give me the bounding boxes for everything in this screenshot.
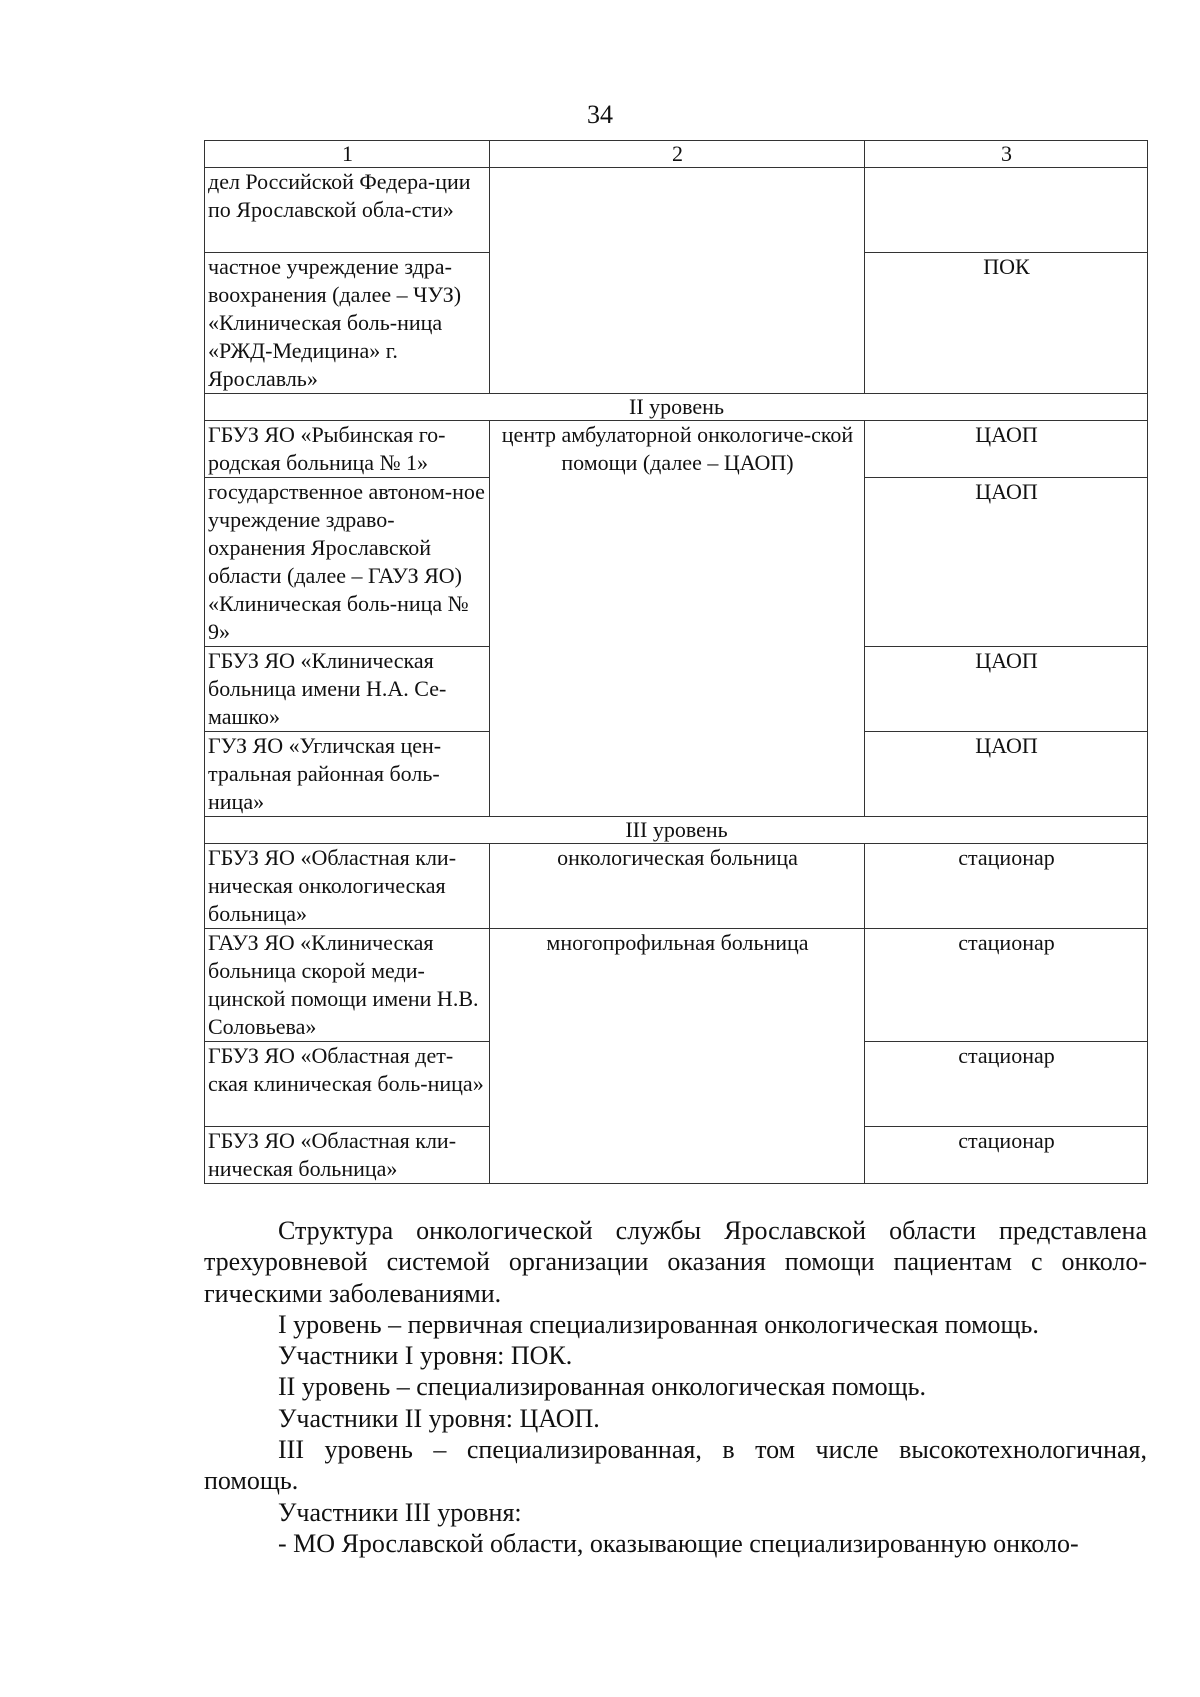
paragraph: Участники I уровня: ПОК.: [278, 1341, 573, 1371]
column-header-1: 1: [205, 141, 490, 168]
organization-cell: ГБУЗ ЯО «Клиническая больница имени Н.А. Се-машко»: [205, 647, 490, 732]
role-cell: стационар: [865, 1127, 1148, 1184]
paragraph: Структура онкологической службы Ярославской области представлена трехуровневой системой организации оказания помощи пациентам с онколо-гическими заболеваниями.: [204, 1216, 1147, 1308]
organization-cell: государственное автоном-ное учреждение здраво-охранения Ярославской области (далее – ГАУЗ ЯО) «Клиническая боль-ница № 9»: [205, 478, 490, 647]
role-cell: ЦАОП: [865, 421, 1148, 478]
organizations-table: [204, 140, 1148, 1184]
column-header-3: 3: [865, 141, 1148, 168]
paragraph: Участники II уровня: ЦАОП.: [278, 1403, 600, 1433]
page-number: 34: [587, 100, 613, 129]
paragraph: - МО Ярославской области, оказывающие специализированную онколо-: [278, 1528, 1079, 1558]
organization-cell: ГУЗ ЯО «Угличская цен-тральная районная боль-ница»: [205, 732, 490, 817]
level-2-heading: II уровень: [205, 394, 1148, 421]
table-row: [205, 168, 1148, 253]
body-text: [204, 1215, 1147, 1559]
type-cell: центр амбулаторной онкологиче-ской помощи (далее – ЦАОП): [490, 421, 865, 817]
column-header-2: 2: [490, 141, 865, 168]
organization-cell: ГБУЗ ЯО «Областная дет-ская клиническая боль-ница»: [205, 1042, 490, 1127]
paragraph: I уровень – первичная специализированная онкологическая помощь.: [278, 1309, 1039, 1339]
paragraph: Участники III уровня:: [278, 1497, 522, 1527]
role-cell: стационар: [865, 929, 1148, 1042]
type-cell: многопрофильная больница: [490, 929, 865, 1184]
organization-cell: дел Российской Федера-ции по Ярославской обла-сти»: [205, 168, 490, 253]
type-cell: онкологическая больница: [490, 844, 865, 929]
table-row: [205, 929, 1148, 1042]
organization-cell: ГАУЗ ЯО «Клиническая больница скорой меди-цинской помощи имени Н.В. Соловьева»: [205, 929, 490, 1042]
organization-cell: частное учреждение здра-воохранения (далее – ЧУЗ) «Клиническая боль-ница «РЖД-Медицина» г. Ярославль»: [205, 253, 490, 394]
level-3-heading: III уровень: [205, 817, 1148, 844]
paragraph: III уровень – специализированная, в том числе высокотехнологичная, помощь.: [204, 1435, 1147, 1496]
type-cell: [490, 168, 865, 394]
level-row: [205, 817, 1148, 844]
table-row: [205, 421, 1148, 478]
role-cell: ЦАОП: [865, 732, 1148, 817]
role-cell: стационар: [865, 1042, 1148, 1127]
table-row: [205, 844, 1148, 929]
role-cell: ЦАОП: [865, 647, 1148, 732]
organization-cell: ГБУЗ ЯО «Рыбинская го-родская больница № 1»: [205, 421, 490, 478]
role-cell: стационар: [865, 844, 1148, 929]
role-cell: [865, 168, 1148, 253]
table-header-row: [205, 141, 1148, 168]
organization-cell: ГБУЗ ЯО «Областная кли-ническая онкологическая больница»: [205, 844, 490, 929]
paragraph: II уровень – специализированная онкологическая помощь.: [278, 1372, 926, 1402]
organization-cell: ГБУЗ ЯО «Областная кли-ническая больница»: [205, 1127, 490, 1184]
level-row: [205, 394, 1148, 421]
role-cell: ЦАОП: [865, 478, 1148, 647]
role-cell: ПОК: [865, 253, 1148, 394]
